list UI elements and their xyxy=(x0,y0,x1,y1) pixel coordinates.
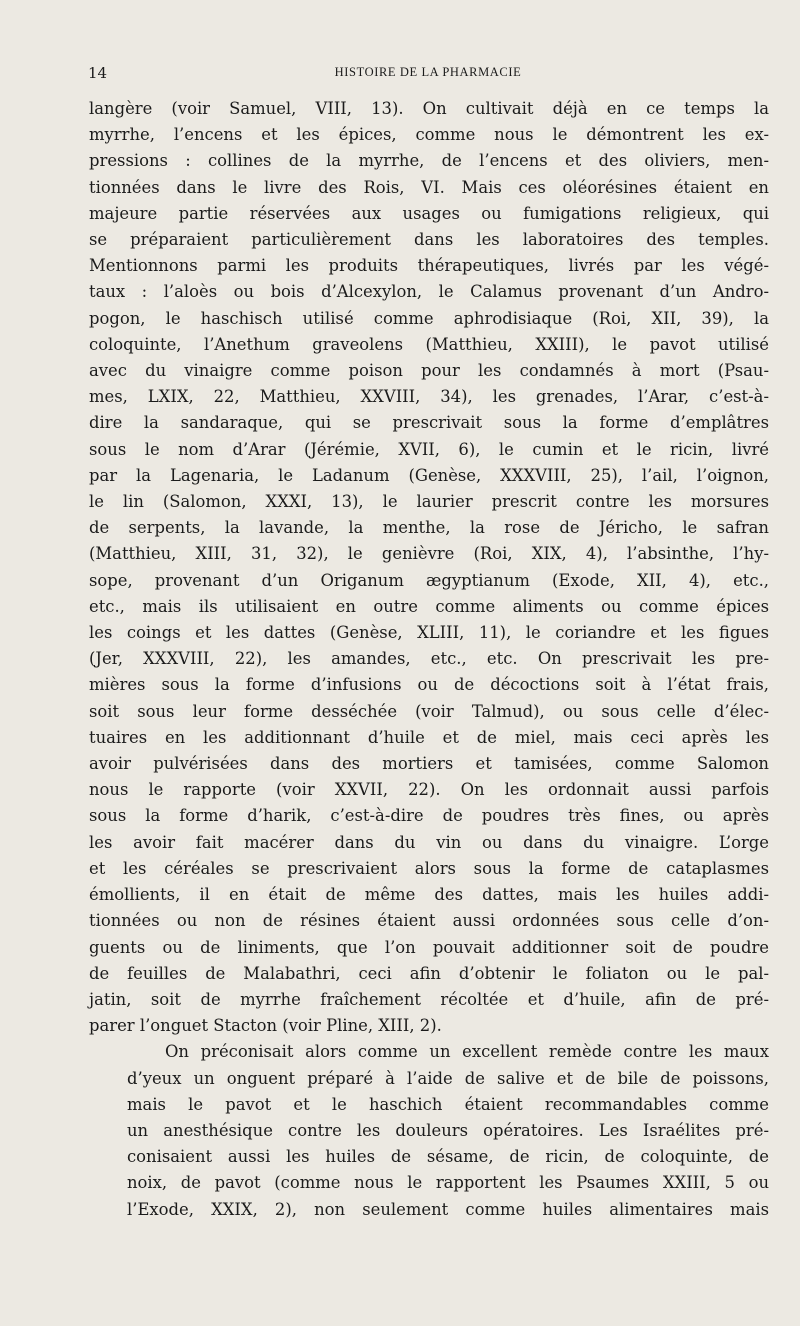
text-line: et les céréales se prescrivaient alors sous la forme de cataplasmes xyxy=(89,858,769,878)
text-line: avoir pulvérisées dans des mortiers et tamisées, comme Salomon xyxy=(89,754,769,774)
text-line: un anesthésique contre les douleurs opératoires. Les Israélites pré- xyxy=(127,1120,769,1140)
text-line: mais le pavot et le haschich étaient recommandables comme xyxy=(127,1094,769,1114)
paragraph xyxy=(89,96,769,1039)
text-line: de feuilles de Malabathri, ceci afin d’obtenir le foliaton ou le pal- xyxy=(89,963,769,983)
body-text xyxy=(89,96,769,1223)
page-number: 14 xyxy=(88,64,108,82)
text-line: sope, provenant d’un Origanum ægyptianum (Exode, XII, 4), etc., xyxy=(89,570,769,590)
text-line: l’Exode, XXIX, 2), non seulement comme huiles alimentaires mais xyxy=(127,1199,769,1219)
text-line: mes, LXIX, 22, Matthieu, XXVIII, 34), les grenades, l’Arar, c’est-à- xyxy=(89,387,769,407)
running-title: HISTOIRE DE LA PHARMACIE xyxy=(334,65,522,79)
text-line: On préconisait alors comme un excellent remède contre les maux xyxy=(165,1042,769,1062)
text-line: etc., mais ils utilisaient en outre comme aliments ou comme épices xyxy=(89,596,769,616)
text-line: par la Lagenaria, le Ladanum (Genèse, XXXVIII, 25), l’ail, l’oignon, xyxy=(89,465,769,485)
text-line: myrrhe, l’encens et les épices, comme nous le démontrent les ex- xyxy=(89,125,769,145)
text-line: émollients, il en était de même des dattes, mais les huiles addi- xyxy=(89,885,769,905)
text-line: sous la forme d’harik, c’est-à-dire de poudres très fines, ou après xyxy=(89,806,769,826)
text-line: (Jer, XXXVIII, 22), les amandes, etc., etc. On prescrivait les pre- xyxy=(89,649,769,669)
text-line: de serpents, la lavande, la menthe, la rose de Jéricho, le safran xyxy=(89,518,769,538)
text-line: conisaient aussi les huiles de sésame, de ricin, de coloquinte, de xyxy=(127,1147,769,1167)
text-line: sous le nom d’Arar (Jérémie, XVII, 6), le cumin et le ricin, livré xyxy=(89,439,769,459)
text-line: Mentionnons parmi les produits thérapeutiques, livrés par les végé- xyxy=(89,256,769,276)
text-line: avec du vinaigre comme poison pour les condamnés à mort (Psau- xyxy=(89,361,769,381)
text-line: noix, de pavot (comme nous le rapportent les Psaumes XXIII, 5 ou xyxy=(127,1173,769,1193)
text-line: tuaires en les additionnant d’huile et de miel, mais ceci après les xyxy=(89,727,769,747)
text-line: mières sous la forme d’infusions ou de décoctions soit à l’état frais, xyxy=(89,675,769,695)
page-header xyxy=(88,64,768,84)
text-line: se préparaient particulièrement dans les laboratoires des temples. xyxy=(89,230,769,250)
text-line: pressions : collines de la myrrhe, de l’encens et des oliviers, men- xyxy=(89,151,769,171)
text-line: coloquinte, l’Anethum graveolens (Matthieu, XXIII), le pavot utilisé xyxy=(89,334,769,354)
text-line: les coings et les dattes (Genèse, XLIII, 11), le coriandre et les figues xyxy=(89,623,769,643)
text-line: soit sous leur forme desséchée (voir Talmud), ou sous celle d’élec- xyxy=(89,701,769,721)
text-line: nous le rapporte (voir XXVII, 22). On les ordonnait aussi parfois xyxy=(89,780,769,800)
text-line: taux : l’aloès ou bois d’Alcexylon, le Calamus provenant d’un Andro- xyxy=(89,282,769,302)
paragraph xyxy=(89,1039,769,1222)
text-line: tionnées dans le livre des Rois, VI. Mais ces oléorésines étaient en xyxy=(89,177,769,197)
text-line: parer l’onguet Stacton (voir Pline, XIII, 2). xyxy=(89,1016,442,1036)
text-line: jatin, soit de myrrhe fraîchement récoltée et d’huile, afin de pré- xyxy=(89,989,769,1009)
text-line: langère (voir Samuel, VIII, 13). On cultivait déjà en ce temps la xyxy=(89,99,769,118)
text-line: pogon, le haschisch utilisé comme aphrodisiaque (Roi, XII, 39), la xyxy=(89,308,769,328)
text-line: les avoir fait macérer dans du vin ou dans du vinaigre. L’orge xyxy=(89,832,769,852)
text-line: le lin (Salomon, XXXI, 13), le laurier prescrit contre les morsures xyxy=(89,492,769,512)
text-line: dire la sandaraque, qui se prescrivait sous la forme d’emplâtres xyxy=(89,413,769,433)
text-line: guents ou de liniments, que l’on pouvait additionner soit de poudre xyxy=(89,937,769,957)
text-line: (Matthieu, XIII, 31, 32), le genièvre (Roi, XIX, 4), l’absinthe, l’hy- xyxy=(89,544,769,564)
text-line: majeure partie réservées aux usages ou fumigations religieux, qui xyxy=(89,203,769,223)
text-line: tionnées ou non de résines étaient aussi ordonnées sous celle d’on- xyxy=(89,911,769,931)
text-line: d’yeux un onguent préparé à l’aide de salive et de bile de poissons, xyxy=(127,1068,769,1088)
